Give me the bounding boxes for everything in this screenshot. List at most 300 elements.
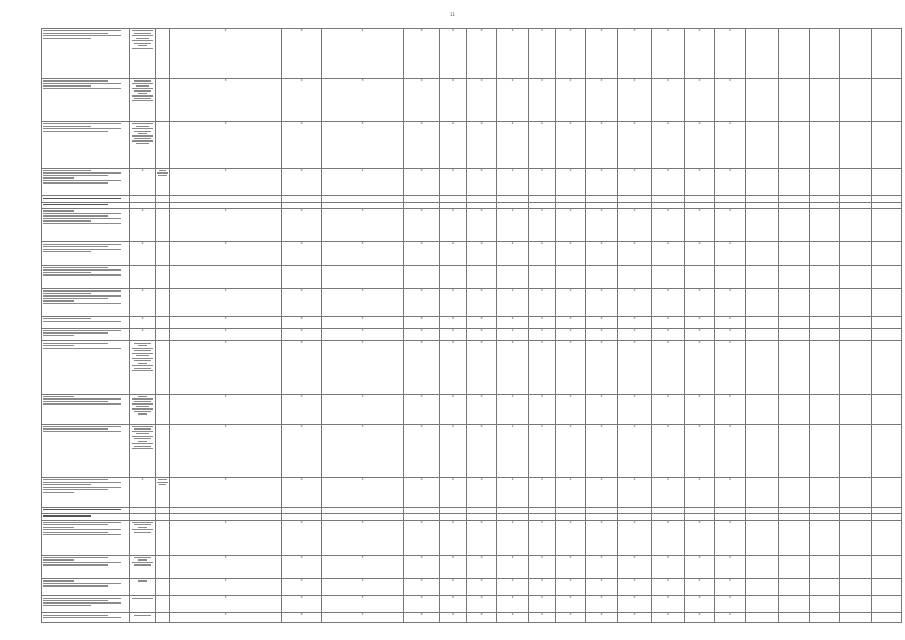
table-cell: [872, 477, 902, 507]
table-cell: [322, 289, 404, 317]
table-cell: [529, 477, 556, 507]
cell-value: X: [541, 612, 543, 617]
table-cell: [42, 316, 130, 328]
table-cell: [810, 209, 840, 242]
table-row: [42, 209, 902, 242]
table-cell: [404, 316, 440, 328]
cell-value: X: [600, 241, 603, 246]
table-cell: [42, 289, 130, 317]
cell-value: 0: [420, 328, 423, 332]
table-cell: [282, 520, 322, 555]
table-cell: [715, 596, 746, 613]
cell-value: 0: [420, 316, 423, 320]
table-cell: [156, 79, 170, 122]
table-cell: [685, 328, 715, 341]
cell-value: X: [541, 340, 543, 345]
cell-value: X: [667, 168, 669, 172]
table-cell: [467, 289, 497, 317]
table-cell: [440, 168, 467, 196]
cell-value: X: [698, 612, 701, 617]
table-cell: [586, 341, 618, 394]
table-cell: [746, 613, 779, 623]
cell-value: X: [667, 340, 669, 345]
table-row: [42, 242, 902, 265]
table-cell: [586, 477, 618, 507]
table-cell: [779, 79, 810, 122]
table-cell: [170, 121, 282, 168]
table-row: [42, 555, 902, 578]
table-row: [42, 477, 902, 507]
table-cell: [467, 168, 497, 196]
table-cell: [746, 424, 779, 477]
table-body: [42, 29, 902, 623]
cell-value: 0: [480, 168, 483, 172]
table-cell: [810, 265, 840, 288]
table-cell: [586, 29, 618, 79]
table-cell: [810, 168, 840, 196]
table-cell: [779, 242, 810, 265]
cell-value: X: [698, 424, 701, 428]
table-cell: [840, 316, 872, 328]
cell-value: X: [141, 316, 144, 320]
table-cell: [529, 265, 556, 288]
table-cell: [685, 520, 715, 555]
table-cell: [497, 29, 529, 79]
table-cell: [404, 555, 440, 578]
cell-value: 0: [420, 78, 423, 83]
table-cell: [440, 596, 467, 613]
table-cell: [586, 520, 618, 555]
table-cell: [42, 477, 130, 507]
table-cell: [130, 596, 156, 613]
cell-value: 0: [300, 168, 303, 172]
table-cell: [779, 328, 810, 341]
cell-value: 0: [420, 241, 423, 246]
cell-value: 3: [224, 168, 227, 172]
cell-value: 0: [420, 208, 423, 213]
cell-value: 2: [361, 28, 364, 32]
table-cell: [840, 289, 872, 317]
table-cell: [130, 520, 156, 555]
cell-value: 0: [300, 28, 303, 32]
cell-value: X: [633, 316, 636, 320]
cell-value: X: [569, 121, 572, 125]
table-cell: [156, 477, 170, 507]
table-row: [42, 341, 902, 394]
cell-value: X: [698, 477, 701, 481]
cell-value: X: [141, 241, 144, 246]
table-cell: [746, 555, 779, 578]
table-cell: [156, 520, 170, 555]
table-cell: [779, 168, 810, 196]
cell-value: X: [698, 316, 701, 320]
cell-value: X: [541, 28, 543, 32]
cell-value: X: [729, 555, 731, 559]
cell-value: X: [667, 121, 669, 125]
cell-value: 0: [480, 241, 483, 246]
table-cell: [715, 579, 746, 596]
table-cell: [556, 29, 586, 79]
table-cell: [467, 341, 497, 394]
cell-value: 3: [361, 578, 364, 583]
table-cell: [467, 579, 497, 596]
table-cell: [715, 79, 746, 122]
cell-value: 0: [420, 394, 423, 398]
cell-value: 0: [300, 288, 303, 293]
table-cell: [746, 520, 779, 555]
table-cell: [130, 79, 156, 122]
cell-value: 0: [420, 424, 423, 428]
table-cell: [618, 265, 652, 288]
cell-value: 3: [224, 241, 227, 246]
table-cell: [467, 79, 497, 122]
table-cell: [685, 394, 715, 424]
table-cell: [586, 79, 618, 122]
cell-value: X: [600, 28, 603, 32]
table-cell: [467, 520, 497, 555]
cell-value: 0: [480, 121, 483, 125]
cell-value: 0: [480, 340, 483, 345]
table-cell: [779, 579, 810, 596]
cell-value: X: [698, 288, 701, 293]
table-cell: [529, 613, 556, 623]
cell-value: X: [633, 208, 636, 213]
table-cell: [440, 328, 467, 341]
table-cell: [652, 555, 685, 578]
cell-value: 0: [300, 208, 303, 213]
table-cell: [779, 316, 810, 328]
cell-value: 3: [361, 121, 364, 125]
table-cell: [322, 265, 404, 288]
table-cell: [586, 168, 618, 196]
table-cell: [467, 613, 497, 623]
cell-value: X: [698, 578, 701, 583]
table-row: [42, 265, 902, 288]
table-cell: [685, 555, 715, 578]
table-cell: [170, 424, 282, 477]
table-cell: [282, 121, 322, 168]
table-cell: [618, 209, 652, 242]
table-cell: [322, 394, 404, 424]
table-cell: [467, 121, 497, 168]
table-cell: [715, 242, 746, 265]
cell-value: X: [541, 555, 543, 559]
table-cell: [556, 168, 586, 196]
table-cell: [779, 613, 810, 623]
table-cell: [872, 289, 902, 317]
table-cell: [156, 29, 170, 79]
table-cell: [746, 579, 779, 596]
table-cell: [322, 579, 404, 596]
table-cell: [618, 613, 652, 623]
table-cell: [715, 555, 746, 578]
table-cell: [872, 613, 902, 623]
cell-value: 3: [224, 595, 227, 600]
table-cell: [497, 79, 529, 122]
cell-value: 0: [452, 208, 454, 213]
table-cell: [497, 328, 529, 341]
table-cell: [556, 289, 586, 317]
table-cell: [42, 328, 130, 341]
table-cell: [652, 29, 685, 79]
table-cell: [872, 328, 902, 341]
table-cell: [872, 316, 902, 328]
table-cell: [130, 613, 156, 623]
cell-value: 0: [480, 477, 483, 481]
table-cell: [404, 242, 440, 265]
cell-value: 0: [420, 288, 423, 293]
table-cell: [652, 168, 685, 196]
table-cell: [556, 555, 586, 578]
table-cell: [685, 265, 715, 288]
table-cell: [130, 424, 156, 477]
cell-value: 2: [511, 316, 514, 320]
cell-value: X: [541, 578, 543, 583]
table-cell: [497, 596, 529, 613]
table-cell: [497, 242, 529, 265]
cell-value: 0: [300, 78, 303, 83]
table-cell: [715, 520, 746, 555]
table-cell: [715, 289, 746, 317]
cell-value: 3: [224, 612, 227, 617]
table-cell: [618, 596, 652, 613]
table-cell: [467, 424, 497, 477]
table-cell: [586, 394, 618, 424]
table-cell: [840, 29, 872, 79]
table-row: [42, 596, 902, 613]
cell-value: X: [698, 121, 701, 125]
table-cell: [652, 477, 685, 507]
table-cell: [872, 79, 902, 122]
table-cell: [440, 394, 467, 424]
table-cell: [618, 289, 652, 317]
cell-value: 0: [480, 288, 483, 293]
table-cell: [618, 394, 652, 424]
cell-value: 3: [224, 424, 227, 428]
cell-value: 0: [452, 121, 454, 125]
table-cell: [652, 328, 685, 341]
table-cell: [282, 596, 322, 613]
table-cell: [810, 596, 840, 613]
table-cell: [779, 289, 810, 317]
table-cell: [467, 29, 497, 79]
cell-value: X: [729, 424, 731, 428]
table-cell: [404, 289, 440, 317]
table-cell: [440, 520, 467, 555]
table-cell: [404, 424, 440, 477]
table-cell: [779, 265, 810, 288]
table-cell: [715, 424, 746, 477]
table-row: [42, 424, 902, 477]
table-cell: [840, 265, 872, 288]
cell-value: 3: [361, 424, 364, 428]
table-cell: [840, 341, 872, 394]
table-cell: [810, 424, 840, 477]
cell-value: X: [633, 241, 636, 246]
table-cell: [282, 242, 322, 265]
table-cell: [618, 168, 652, 196]
table-cell: [467, 596, 497, 613]
cell-value: 0: [300, 520, 303, 524]
cell-value: 0: [420, 477, 423, 481]
cell-value: X: [600, 595, 603, 600]
table-cell: [556, 520, 586, 555]
table-cell: [586, 555, 618, 578]
cell-value: X: [729, 477, 731, 481]
cell-value: X: [600, 555, 603, 559]
table-cell: [685, 341, 715, 394]
table-cell: [322, 79, 404, 122]
cell-value: 0: [452, 78, 454, 83]
table-cell: [618, 520, 652, 555]
cell-value: 0: [480, 612, 483, 617]
cell-value: X: [569, 208, 572, 213]
table-cell: [529, 579, 556, 596]
cell-value: X: [667, 555, 669, 559]
cell-value: 0: [420, 612, 423, 617]
cell-value: 0: [480, 520, 483, 524]
table-cell: [42, 394, 130, 424]
table-cell: [652, 121, 685, 168]
table-cell: [170, 265, 282, 288]
cell-value: X: [541, 121, 543, 125]
cell-value: X: [633, 612, 636, 617]
cell-value: X: [633, 168, 636, 172]
cell-value: X: [633, 424, 636, 428]
table-cell: [440, 477, 467, 507]
table-cell: [42, 29, 130, 79]
table-cell: [156, 168, 170, 196]
table-cell: [170, 555, 282, 578]
table-cell: [529, 168, 556, 196]
table-cell: [440, 242, 467, 265]
table-cell: [586, 328, 618, 341]
cell-value: 0: [300, 424, 303, 428]
cell-value: 0: [300, 340, 303, 345]
table-cell: [404, 328, 440, 341]
table-cell: [130, 168, 156, 196]
cell-value: X: [698, 241, 701, 246]
table-cell: [497, 168, 529, 196]
table-cell: [652, 242, 685, 265]
table-cell: [440, 613, 467, 623]
cell-value: 0: [452, 555, 454, 559]
cell-value: X: [633, 78, 636, 83]
table-cell: [130, 265, 156, 288]
cell-value: X: [698, 555, 701, 559]
table-cell: [746, 121, 779, 168]
table-cell: [652, 613, 685, 623]
cell-value: 3: [361, 520, 364, 524]
table-cell: [467, 555, 497, 578]
cell-value: X: [729, 520, 731, 524]
cell-value: X: [698, 168, 701, 172]
table-cell: [840, 168, 872, 196]
table-cell: [715, 341, 746, 394]
table-cell: [779, 596, 810, 613]
cell-value: 0: [480, 78, 483, 83]
cell-value: X: [729, 612, 731, 617]
table-cell: [170, 596, 282, 613]
cell-value: X: [698, 208, 701, 213]
table-cell: [130, 209, 156, 242]
cell-value: 2: [511, 477, 514, 481]
cell-value: 0: [420, 595, 423, 600]
table-cell: [529, 520, 556, 555]
cell-value: X: [541, 328, 543, 332]
table-cell: [529, 555, 556, 578]
table-cell: [467, 242, 497, 265]
table-cell: [282, 579, 322, 596]
table-cell: [497, 265, 529, 288]
table-cell: [440, 341, 467, 394]
table-cell: [156, 316, 170, 328]
cell-value: 0: [480, 394, 483, 398]
table-cell: [322, 29, 404, 79]
table-cell: [715, 613, 746, 623]
table-cell: [652, 316, 685, 328]
cell-value: 0: [452, 241, 454, 246]
table-cell: [652, 520, 685, 555]
cell-value: X: [667, 328, 669, 332]
table-cell: [685, 579, 715, 596]
table-cell: [840, 579, 872, 596]
table-cell: [779, 341, 810, 394]
table-cell: [810, 328, 840, 341]
cell-value: 3: [361, 340, 364, 345]
page-number: 11: [449, 12, 456, 17]
cell-value: X: [633, 555, 636, 559]
cell-value: X: [541, 595, 543, 600]
cell-value: 0: [420, 168, 423, 172]
table-cell: [156, 394, 170, 424]
table-cell: [779, 424, 810, 477]
table-cell: [170, 579, 282, 596]
table-cell: [840, 121, 872, 168]
table-cell: [322, 209, 404, 242]
cell-value: 0: [300, 555, 303, 559]
cell-value: X: [633, 578, 636, 583]
cell-value: 2: [511, 424, 514, 428]
table-cell: [618, 341, 652, 394]
table-cell: [746, 341, 779, 394]
table-cell: [282, 79, 322, 122]
cell-value: 0: [300, 316, 303, 320]
table-cell: [322, 555, 404, 578]
table-cell: [322, 424, 404, 477]
table-cell: [556, 121, 586, 168]
table-cell: [840, 242, 872, 265]
cell-value: X: [698, 520, 701, 524]
table-cell: [404, 394, 440, 424]
table-cell: [685, 79, 715, 122]
table-cell: [322, 168, 404, 196]
table-row: [42, 579, 902, 596]
cell-value: X: [698, 78, 701, 83]
table-cell: [42, 79, 130, 122]
table-cell: [618, 79, 652, 122]
table-cell: [42, 613, 130, 623]
table-cell: [746, 394, 779, 424]
table-cell: [440, 555, 467, 578]
cell-value: X: [600, 424, 603, 428]
table-cell: [652, 596, 685, 613]
table-cell: [130, 316, 156, 328]
cell-value: X: [569, 477, 572, 481]
table-cell: [42, 209, 130, 242]
cell-value: X: [569, 394, 572, 398]
table-cell: [497, 613, 529, 623]
